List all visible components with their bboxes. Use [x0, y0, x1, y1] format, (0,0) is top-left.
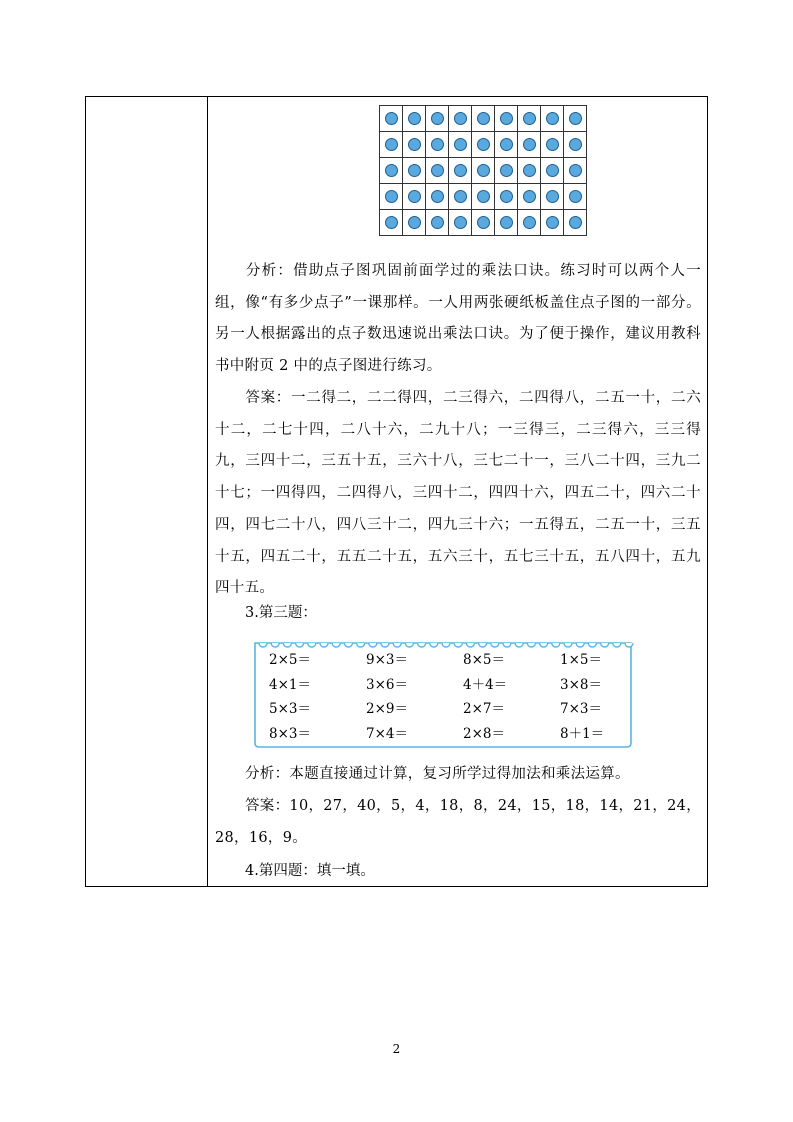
dot: [477, 190, 490, 203]
answer-text-3: 答案：10，27，40，5，4，18，8，24，15，18，14，21，24，28，16，9。: [215, 798, 701, 846]
dot: [385, 138, 398, 151]
dot: [408, 164, 421, 177]
dot: [546, 216, 559, 229]
dot: [569, 164, 582, 177]
dot: [408, 138, 421, 151]
dot-cell: [380, 184, 403, 210]
calc-item: 1×5＝: [560, 652, 602, 668]
dot-cell: [449, 158, 472, 184]
dot-cell: [495, 132, 518, 158]
dot: [500, 190, 513, 203]
dot: [500, 138, 513, 151]
dot: [454, 216, 467, 229]
calc-item: 4×1＝: [269, 676, 311, 693]
dot: [569, 112, 582, 125]
dot: [454, 138, 467, 151]
dot-cell: [495, 158, 518, 184]
dot-cell: [449, 184, 472, 210]
calc-item: 4＋4＝: [463, 676, 508, 693]
dot-cell: [518, 158, 541, 184]
dot-cell: [564, 132, 587, 158]
dot: [546, 164, 559, 177]
dot-cell: [564, 184, 587, 210]
dot-cell: [426, 210, 449, 236]
dot-cell: [403, 184, 426, 210]
dot-cell: [564, 210, 587, 236]
dot-cell: [472, 106, 495, 132]
dot-cell: [403, 158, 426, 184]
dot-cell: [495, 106, 518, 132]
dot: [500, 164, 513, 177]
dot-cell: [426, 158, 449, 184]
dot-cell: [426, 184, 449, 210]
calculation-card: [249, 637, 637, 749]
dot: [500, 112, 513, 125]
dot-cell: [380, 106, 403, 132]
dot: [385, 216, 398, 229]
analysis-paragraph-3: [215, 759, 701, 791]
calc-item: 8×3＝: [269, 725, 311, 742]
dot: [454, 164, 467, 177]
dot: [408, 216, 421, 229]
dot: [477, 164, 490, 177]
dot-cell: [518, 132, 541, 158]
dot: [408, 112, 421, 125]
dot-cell: [403, 210, 426, 236]
calc-item: 8×5＝: [463, 652, 505, 668]
calc-item: 3×8＝: [560, 676, 602, 693]
analysis-text-3: 分析：本题直接通过计算，复习所学过得加法和乘法运算。: [245, 766, 630, 782]
dot-cell: [518, 106, 541, 132]
answer-paragraph-1: [215, 383, 701, 605]
dot-cell: [472, 158, 495, 184]
dot-cell: [449, 106, 472, 132]
question-3-heading: 3.第三题：: [245, 605, 317, 621]
dot: [385, 112, 398, 125]
dot: [523, 164, 536, 177]
page-number: 2: [392, 1042, 401, 1056]
dot: [477, 138, 490, 151]
dot: [569, 216, 582, 229]
dot: [431, 216, 444, 229]
dot: [523, 190, 536, 203]
question-4-heading: 4.第四题：填一填。: [245, 863, 375, 879]
dot-cell: [449, 210, 472, 236]
dot-cell: [541, 106, 564, 132]
dot-grid-figure: [379, 105, 587, 236]
answer-text-1: 答案：一二得二，二二得四，二三得六，二四得八，二五一十，二六十二，二七十四，二八十六，二九十八；一三得三，二三得六，三三得九，三四十二，三五十五，三六十八，三七二十一，三八二十四，三九二十七；一四得四，二四得八，三四十二，四四十六，四五二十，四六二十四，四七二十八，四八三十二，四九三十六；一五得五，二五一十，三五十五，四五二十，五五二十五，五六三十，五七三十五，五八四十，五九四十五。: [215, 390, 701, 597]
table-right-cell: [208, 97, 707, 886]
dot: [523, 216, 536, 229]
dot: [546, 190, 559, 203]
lesson-table: [85, 96, 708, 887]
answer-paragraph-3: [215, 791, 701, 854]
dot-cell: [541, 158, 564, 184]
dot-cell: [380, 158, 403, 184]
dot: [431, 164, 444, 177]
dot-cell: [472, 132, 495, 158]
dot-cell: [541, 132, 564, 158]
dot: [569, 138, 582, 151]
dot-cell: [541, 210, 564, 236]
dot-cell: [472, 210, 495, 236]
dot-cell: [380, 132, 403, 158]
dot: [477, 112, 490, 125]
dot-cell: [495, 184, 518, 210]
calc-item: 9×3＝: [366, 652, 408, 668]
dot-cell: [518, 210, 541, 236]
dot-cell: [426, 132, 449, 158]
calc-item: 2×8＝: [463, 725, 505, 742]
dot: [523, 112, 536, 125]
dot: [454, 112, 467, 125]
table-left-cell: [86, 97, 207, 886]
dot-cell: [564, 158, 587, 184]
analysis-text-1: 分析：借助点子图巩固前面学过的乘法口诀。练习时可以两个人一组，像“有多少点子”一课那样。一人用两张硬纸板盖住点子图的一部分。另一人根据露出的点子数迅速说出乘法口诀。为了便于操作，建议用教科书中附页 2 中的点子图进行练习。: [215, 263, 701, 375]
dot-cell: [380, 210, 403, 236]
dot-cell: [449, 132, 472, 158]
calculation-grid: [269, 648, 629, 746]
dot-cell: [403, 132, 426, 158]
dot: [431, 138, 444, 151]
calc-item: 7×4＝: [366, 725, 408, 742]
dot-cell: [426, 106, 449, 132]
dot: [477, 216, 490, 229]
calc-item: 3×6＝: [366, 676, 408, 693]
dot: [500, 216, 513, 229]
dot: [431, 190, 444, 203]
calc-item: 2×7＝: [463, 701, 505, 717]
dot: [546, 112, 559, 125]
dot: [546, 138, 559, 151]
calc-item: 2×9＝: [366, 701, 408, 717]
calc-item: 8＋1＝: [560, 725, 605, 742]
dot: [385, 190, 398, 203]
calc-item: 7×3＝: [560, 701, 602, 717]
dot-cell: [564, 106, 587, 132]
dot-cell: [403, 106, 426, 132]
dot-cell: [472, 184, 495, 210]
dot: [431, 112, 444, 125]
dot: [385, 164, 398, 177]
dot-cell: [495, 210, 518, 236]
analysis-paragraph-1: [215, 256, 701, 383]
calc-item: 5×3＝: [269, 701, 311, 717]
dot-cell: [518, 184, 541, 210]
dot: [569, 190, 582, 203]
dot-cell: [541, 184, 564, 210]
dot: [408, 190, 421, 203]
calc-item: 2×5＝: [269, 652, 311, 668]
dot: [523, 138, 536, 151]
dot: [454, 190, 467, 203]
